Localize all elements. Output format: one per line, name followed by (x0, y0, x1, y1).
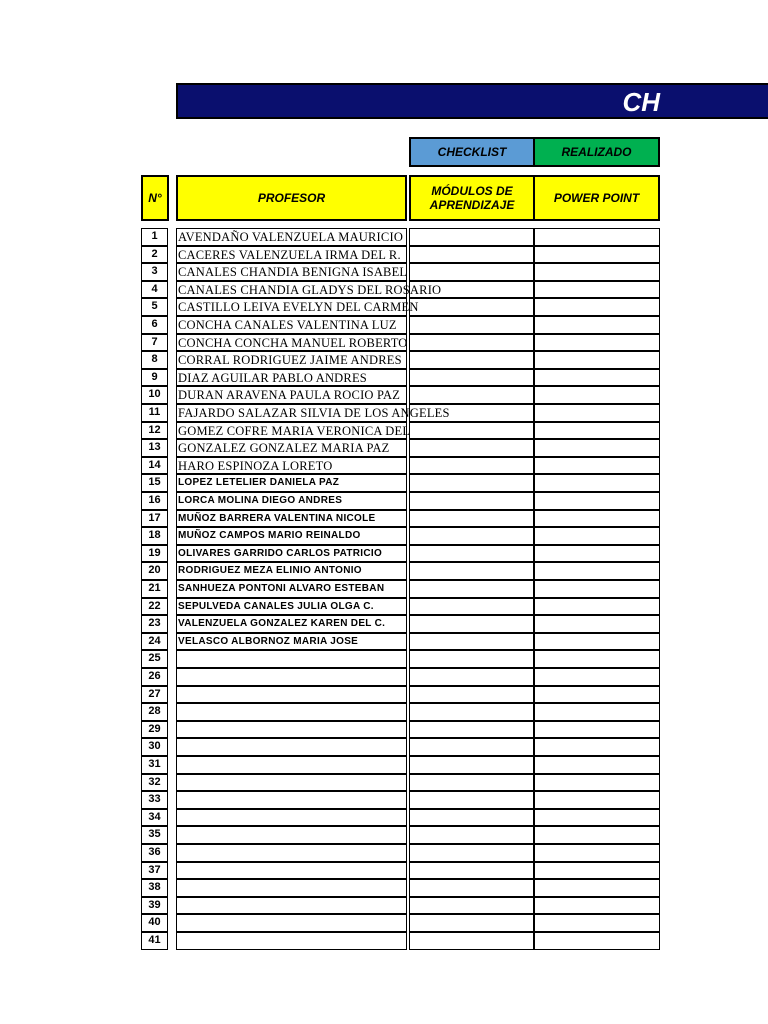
row-number: 15 (141, 474, 168, 492)
modulos-cell[interactable] (409, 791, 534, 809)
row-number: 2 (141, 246, 168, 264)
checklist-header: CHECKLIST (409, 137, 535, 167)
modulos-cell[interactable] (409, 316, 534, 334)
profesor-cell[interactable]: CASTILLO LEIVA EVELYN DEL CARMEN (178, 300, 419, 315)
power-point-cell[interactable] (534, 721, 660, 739)
modulos-cell[interactable] (409, 404, 534, 422)
profesor-cell[interactable]: CANALES CHANDIA BENIGNA ISABEL (178, 265, 408, 280)
profesor-cell[interactable] (176, 844, 407, 862)
power-point-cell[interactable] (534, 580, 660, 598)
power-point-cell[interactable] (534, 686, 660, 704)
profesor-cell[interactable] (176, 791, 407, 809)
profesor-cell[interactable] (176, 721, 407, 739)
profesor-cell[interactable] (176, 897, 407, 915)
profesor-cell[interactable]: VELASCO ALBORNOZ MARIA JOSE (176, 633, 407, 651)
modulos-cell[interactable] (409, 774, 534, 792)
row-number: 3 (141, 263, 168, 281)
row-number: 9 (141, 369, 168, 387)
power-point-cell[interactable] (534, 439, 660, 457)
profesor-cell[interactable]: MUÑOZ CAMPOS MARIO REINALDO (176, 527, 407, 545)
profesor-cell[interactable]: LOPEZ LETELIER DANIELA PAZ (176, 474, 407, 492)
row-number: 24 (141, 633, 168, 651)
modulos-cell[interactable] (409, 228, 534, 246)
power-point-cell[interactable] (534, 562, 660, 580)
power-point-cell[interactable] (534, 633, 660, 651)
power-point-cell[interactable] (534, 932, 660, 950)
modulos-cell[interactable] (409, 615, 534, 633)
modulos-cell[interactable] (409, 474, 534, 492)
modulos-column-header: MÓDULOS DE APRENDIZAJE (409, 175, 535, 221)
modulos-cell[interactable] (409, 439, 534, 457)
profesor-cell[interactable] (176, 932, 407, 950)
modulos-cell[interactable] (409, 527, 534, 545)
row-number: 12 (141, 422, 168, 440)
profesor-cell[interactable]: CONCHA CANALES VALENTINA LUZ (176, 316, 407, 334)
modulos-cell[interactable] (409, 580, 534, 598)
modulos-cell[interactable] (409, 562, 534, 580)
power-point-cell[interactable] (534, 809, 660, 827)
modulos-cell[interactable] (409, 809, 534, 827)
profesor-cell[interactable] (176, 826, 407, 844)
row-number: 6 (141, 316, 168, 334)
modulos-cell[interactable] (409, 826, 534, 844)
row-number: 31 (141, 756, 168, 774)
row-number: 25 (141, 650, 168, 668)
row-number: 41 (141, 932, 168, 950)
power-point-cell[interactable] (534, 228, 660, 246)
power-point-cell[interactable] (534, 668, 660, 686)
profesor-cell[interactable]: FAJARDO SALAZAR SILVIA DE LOS ANGELES (178, 406, 450, 420)
profesor-cell[interactable] (176, 809, 407, 827)
realizado-header: REALIZADO (533, 137, 660, 167)
modulos-cell[interactable] (409, 738, 534, 756)
profesor-cell[interactable]: GONZALEZ GONZALEZ MARIA PAZ (176, 439, 407, 457)
modulos-cell[interactable] (409, 545, 534, 563)
num-column-header: N° (141, 175, 169, 221)
power-point-cell[interactable] (534, 844, 660, 862)
row-number: 17 (141, 510, 168, 528)
row-number: 14 (141, 457, 168, 475)
row-number: 37 (141, 862, 168, 880)
power-point-cell[interactable] (534, 369, 660, 387)
modulos-cell[interactable] (409, 914, 534, 932)
power-point-cell[interactable] (534, 527, 660, 545)
profesor-cell[interactable]: AVENDAÑO VALENZUELA MAURICIO (176, 228, 407, 246)
profesor-cell[interactable] (176, 914, 407, 932)
row-number: 33 (141, 791, 168, 809)
row-number: 16 (141, 492, 168, 510)
row-number: 19 (141, 545, 168, 563)
row-number: 18 (141, 527, 168, 545)
row-number: 35 (141, 826, 168, 844)
power-point-cell[interactable] (534, 650, 660, 668)
profesor-cell[interactable]: VALENZUELA GONZALEZ KAREN DEL C. (176, 615, 407, 633)
power-point-cell[interactable] (534, 386, 660, 404)
profesor-cell[interactable] (176, 668, 407, 686)
row-number: 7 (141, 334, 168, 352)
modulos-cell[interactable] (409, 386, 534, 404)
modulos-cell[interactable] (409, 298, 534, 316)
profesor-cell[interactable]: LORCA MOLINA DIEGO ANDRES (176, 492, 407, 510)
profesor-cell[interactable] (176, 879, 407, 897)
profesor-cell[interactable]: SEPULVEDA CANALES JULIA OLGA C. (176, 598, 407, 616)
power-point-cell[interactable] (534, 474, 660, 492)
row-number: 30 (141, 738, 168, 756)
power-point-cell[interactable] (534, 545, 660, 563)
power-point-cell[interactable] (534, 615, 660, 633)
modulos-cell[interactable] (409, 633, 534, 651)
row-number: 1 (141, 228, 168, 246)
modulos-cell[interactable] (409, 598, 534, 616)
row-number: 11 (141, 404, 168, 422)
title-banner (176, 83, 768, 119)
power-point-cell[interactable] (534, 422, 660, 440)
profesor-cell[interactable] (176, 703, 407, 721)
power-point-cell[interactable] (534, 351, 660, 369)
profesor-cell[interactable]: DIAZ AGUILAR PABLO ANDRES (176, 369, 407, 387)
profesor-cell[interactable]: MUÑOZ BARRERA VALENTINA NICOLE (176, 510, 407, 528)
modulos-cell[interactable] (409, 281, 534, 299)
banner-title: CH (622, 87, 660, 117)
power-point-cell[interactable] (534, 738, 660, 756)
modulos-cell[interactable] (409, 457, 534, 475)
power-point-cell[interactable] (534, 756, 660, 774)
row-number: 40 (141, 914, 168, 932)
power-point-cell[interactable] (534, 281, 660, 299)
modulos-cell[interactable] (409, 844, 534, 862)
profesor-column-header: PROFESOR (176, 175, 407, 221)
power-point-cell[interactable] (534, 298, 660, 316)
power-point-column-header: POWER POINT (533, 175, 660, 221)
modulos-cell[interactable] (409, 263, 534, 281)
row-number: 22 (141, 598, 168, 616)
row-number: 39 (141, 897, 168, 915)
profesor-cell[interactable]: CANALES CHANDIA GLADYS DEL ROSARIO (178, 282, 442, 297)
power-point-cell[interactable] (534, 404, 660, 422)
row-number: 32 (141, 774, 168, 792)
modulos-cell[interactable] (409, 492, 534, 510)
power-point-cell[interactable] (534, 246, 660, 264)
modulos-cell[interactable] (409, 897, 534, 915)
row-number: 23 (141, 615, 168, 633)
row-number: 26 (141, 668, 168, 686)
row-number: 27 (141, 686, 168, 704)
row-number: 13 (141, 439, 168, 457)
profesor-cell[interactable]: RODRIGUEZ MEZA ELINIO ANTONIO (176, 562, 407, 580)
row-number: 29 (141, 721, 168, 739)
modulos-cell[interactable] (409, 510, 534, 528)
modulos-cell[interactable] (409, 703, 534, 721)
profesor-cell[interactable] (176, 650, 407, 668)
row-number: 10 (141, 386, 168, 404)
row-number: 28 (141, 703, 168, 721)
modulos-cell[interactable] (409, 756, 534, 774)
profesor-cell[interactable]: CORRAL RODRIGUEZ JAIME ANDRES (176, 351, 407, 369)
modulos-cell[interactable] (409, 351, 534, 369)
modulos-cell[interactable] (409, 862, 534, 880)
modulos-cell[interactable] (409, 721, 534, 739)
power-point-cell[interactable] (534, 826, 660, 844)
power-point-cell[interactable] (534, 791, 660, 809)
power-point-cell[interactable] (534, 897, 660, 915)
power-point-cell[interactable] (534, 492, 660, 510)
row-number: 20 (141, 562, 168, 580)
power-point-cell[interactable] (534, 703, 660, 721)
row-number: 34 (141, 809, 168, 827)
modulos-cell[interactable] (409, 668, 534, 686)
row-number: 5 (141, 298, 168, 316)
profesor-cell[interactable]: OLIVARES GARRIDO CARLOS PATRICIO (176, 545, 407, 563)
profesor-cell[interactable]: DURAN ARAVENA PAULA ROCIO PAZ (176, 386, 407, 404)
power-point-cell[interactable] (534, 457, 660, 475)
profesor-cell[interactable] (176, 756, 407, 774)
power-point-cell[interactable] (534, 598, 660, 616)
power-point-cell[interactable] (534, 316, 660, 334)
modulos-cell[interactable] (409, 932, 534, 950)
profesor-cell[interactable] (176, 686, 407, 704)
row-number: 8 (141, 351, 168, 369)
row-number: 38 (141, 879, 168, 897)
power-point-cell[interactable] (534, 334, 660, 352)
power-point-cell[interactable] (534, 263, 660, 281)
power-point-cell[interactable] (534, 879, 660, 897)
profesor-cell[interactable]: SANHUEZA PONTONI ALVARO ESTEBAN (176, 580, 407, 598)
profesor-cell[interactable]: CACERES VALENZUELA IRMA DEL R. (176, 246, 407, 264)
profesor-cell[interactable] (176, 738, 407, 756)
modulos-cell[interactable] (409, 369, 534, 387)
power-point-cell[interactable] (534, 914, 660, 932)
power-point-cell[interactable] (534, 510, 660, 528)
modulos-cell[interactable] (409, 879, 534, 897)
row-number: 4 (141, 281, 168, 299)
profesor-cell[interactable] (176, 862, 407, 880)
profesor-cell[interactable]: CONCHA CONCHA MANUEL ROBERTO (178, 335, 408, 350)
modulos-cell[interactable] (409, 422, 534, 440)
profesor-cell[interactable] (176, 774, 407, 792)
power-point-cell[interactable] (534, 774, 660, 792)
modulos-cell[interactable] (409, 650, 534, 668)
profesor-cell[interactable]: HARO ESPINOZA LORETO (176, 457, 407, 475)
row-number: 36 (141, 844, 168, 862)
profesor-cell[interactable]: GOMEZ COFRE MARIA VERONICA DEL (178, 423, 411, 438)
modulos-cell[interactable] (409, 686, 534, 704)
power-point-cell[interactable] (534, 862, 660, 880)
modulos-cell[interactable] (409, 334, 534, 352)
modulos-cell[interactable] (409, 246, 534, 264)
row-number: 21 (141, 580, 168, 598)
